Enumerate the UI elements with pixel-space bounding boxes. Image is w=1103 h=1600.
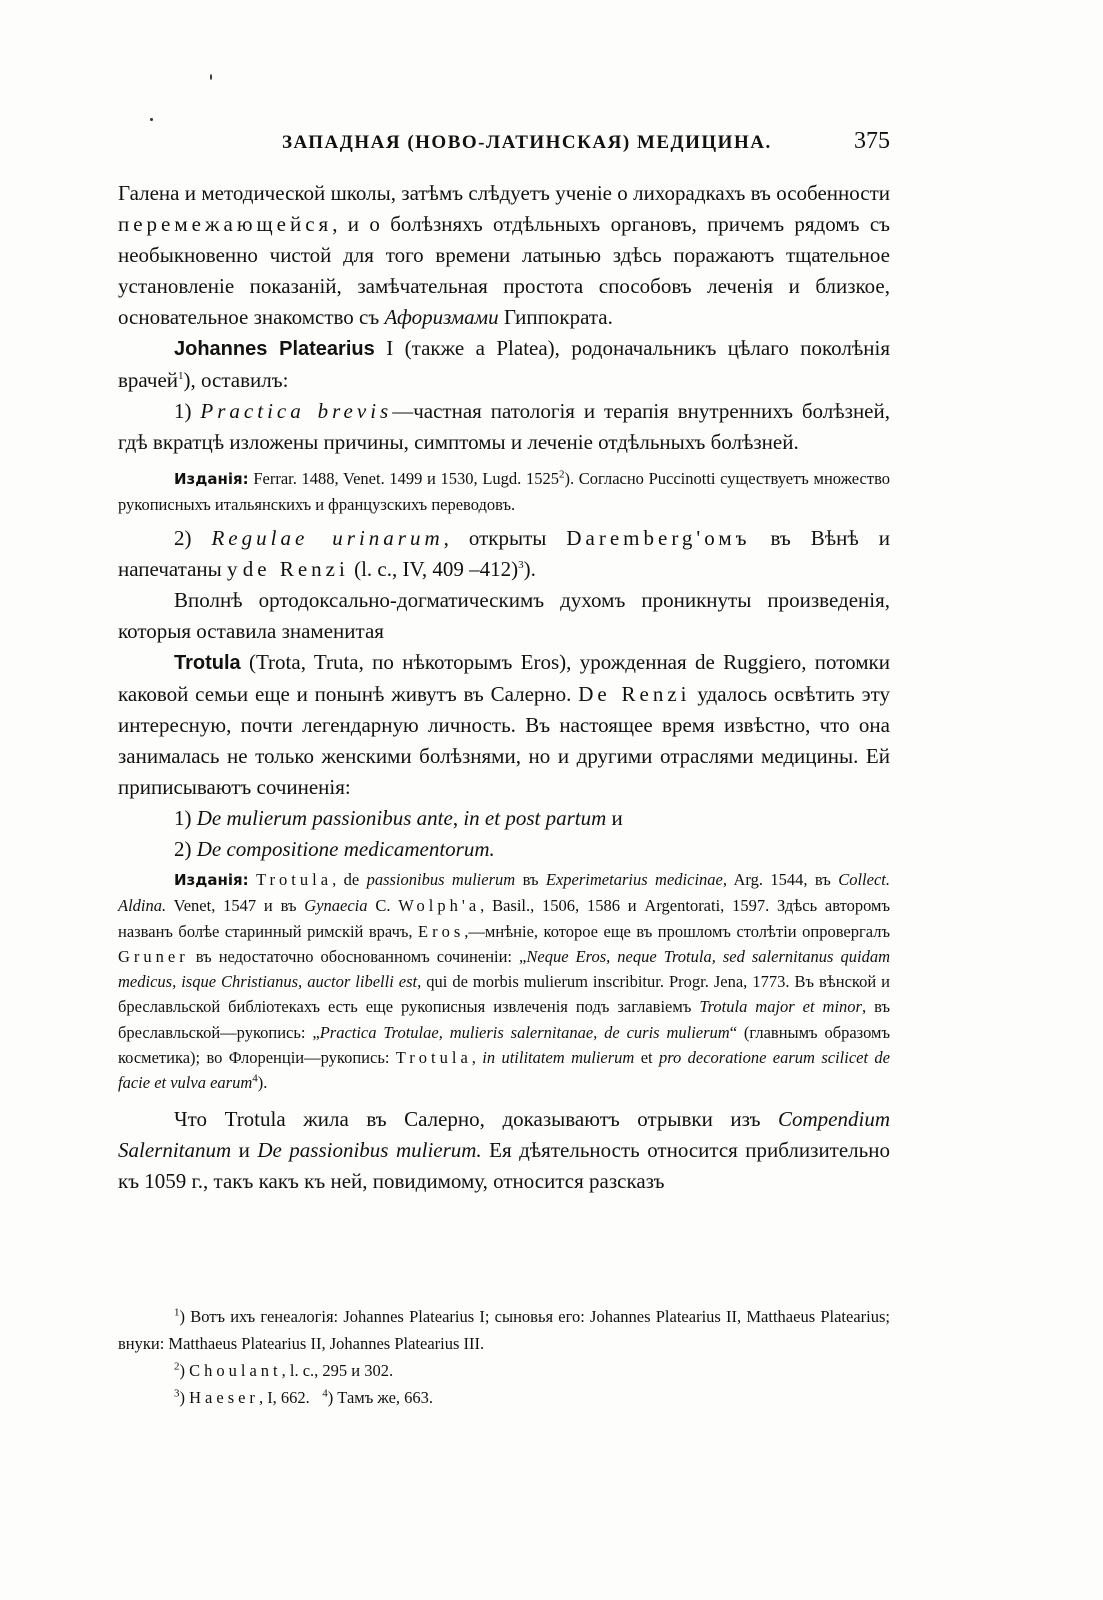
text-run: ). — [257, 1073, 268, 1093]
footnote-text: ) — [179, 1361, 190, 1380]
editions-label: Изданія: — [174, 470, 249, 488]
footnote-text: , l. c., 295 и 302. — [281, 1361, 394, 1380]
paragraph-platearius — [118, 333, 890, 396]
text-run: удалось освѣтить эту интересную, почти легендарную личность. Въ настоящее время извѣстно, что она занималась не только женскими болѣзнями, но и другими отраслями медицины. Ей приписываютъ сочиненія: — [118, 682, 890, 799]
text-run: , открыты — [443, 526, 567, 550]
author-name: Daremberg'омъ — [566, 526, 751, 550]
text-run: Ея дѣятельность относится приблизительно къ 1059 г., такъ какъ къ ней, повидимому, относится разсказъ — [118, 1137, 890, 1193]
list-item — [118, 523, 890, 585]
text-run: Venet, 1547 и въ — [166, 896, 305, 916]
text-run — [249, 870, 256, 889]
work-title: Practica brevis — [200, 399, 393, 423]
text-run: , — [452, 806, 464, 830]
text-run: ). Согласно Puccinotti существуетъ множество рукописныхъ итальянскихъ и французскихъ переводовъ. — [118, 469, 890, 514]
text-run: , и о болѣзняхъ отдѣльныхъ органовъ, причемъ рядомъ съ необыкновенно чистой для того времени латынью здѣсь поражаютъ тщательное установленіе показаній, замѣчательная простота способовъ леченія и близкое, основательное знакомство съ — [118, 212, 890, 329]
text-run: , въ бреславльской—рукопись: „ — [118, 997, 890, 1042]
footnote-text: ) — [179, 1388, 190, 1407]
item-number: 1) — [174, 399, 201, 423]
text-run: Галена и методической школы, затѣмъ слѣдуетъ ученіе о лихорадкахъ въ особенности — [118, 181, 890, 205]
print-speck — [210, 74, 212, 80]
footnotes — [118, 1303, 890, 1411]
author-name: Eros — [418, 921, 465, 941]
text-run: ). — [523, 557, 536, 581]
text-run: ), оставилъ: — [183, 368, 289, 392]
text-run: (Trota, Truta, по нѣкоторымъ Eros), урожденная de Ruggiero, потомки каковой семьи еще и понынѣ живутъ въ Салерно. — [118, 650, 890, 706]
text-run: Что Trotula жила въ Салерно, доказываютъ отрывки изъ — [174, 1106, 778, 1131]
italic-title: Experimetarius medicinae — [545, 870, 723, 889]
footnote-text: ) Тамъ же, 663. — [327, 1388, 434, 1407]
text-run: et — [634, 1048, 659, 1068]
paragraph — [118, 1104, 890, 1197]
footnote — [118, 1384, 890, 1411]
footnote-ref: 2 — [558, 468, 565, 481]
italic-title: pro decoratione earum scilicet de facie et vulva earum — [118, 1048, 890, 1093]
page-number: 375 — [854, 128, 890, 154]
work-title: De compositione medicamentorum. — [196, 837, 495, 861]
text-run: , — [471, 1048, 483, 1068]
work-title: De mulierum passionibus ante — [196, 806, 453, 830]
text-run: въ Вѣнѣ и напечатаны у — [118, 526, 890, 581]
footnote-ref: 3 — [518, 559, 524, 571]
footnote-text: , I, 662. — [258, 1388, 310, 1407]
italic-title: Collect. Aldina. — [118, 870, 890, 916]
italic-title: Practica Trotulae, mulieris salernitanae, de curis mulierum — [319, 1022, 730, 1042]
paragraph — [118, 178, 890, 333]
page-header — [120, 128, 890, 162]
text-run: Гиппократа. — [498, 305, 613, 329]
author-name: Trotula — [256, 870, 333, 889]
author-name: De Renzi — [578, 682, 691, 706]
person-name: Johannes Platearius — [174, 338, 375, 360]
text-run: Ferrar. 1488, Venet. 1499 и 1530, Lugd. 1525 — [248, 469, 559, 488]
editions-note — [118, 867, 890, 1096]
author-name: Gruner — [118, 946, 189, 966]
italic-title: De passionibus mulierum. — [257, 1137, 482, 1162]
list-item — [118, 803, 890, 834]
paragraph: Вполнѣ ортодоксально-догматическимъ духомъ проникнуты произведенія, которыя оставила знаменитая — [118, 588, 890, 643]
text-run: (l. c., IV, 409 –412) — [348, 557, 519, 581]
author-name: Trotula — [395, 1048, 472, 1068]
work-title: in — [463, 806, 480, 830]
text-run: , de — [332, 870, 367, 889]
text-run: —частная патологія и терапія внутреннихъ болѣзней, гдѣ вкратцѣ изложены причины, симптомы и леченіе отдѣльныхъ болѣзней. — [118, 399, 890, 454]
text-run: C. — [367, 896, 399, 916]
footnote-mark: 4 — [322, 1387, 328, 1400]
footnote-ref: 1 — [178, 370, 184, 382]
work-title: Regulae urinarum — [211, 526, 444, 550]
paragraph-trotula — [118, 647, 890, 803]
footnote-mark: 1 — [174, 1306, 180, 1319]
editions-label: Изданія: — [174, 871, 249, 889]
italic-title: passionibus mulierum — [366, 870, 516, 889]
author-name: Wolph'a — [398, 896, 481, 916]
work-title: et post partum — [484, 806, 607, 830]
author-name: de Renzi — [242, 557, 349, 581]
item-number: 2) — [174, 526, 212, 550]
footnote-text: ) Вотъ ихъ генеалогія: Johannes Platearius I; сыновья его: Johannes Platearius II, Matthaeus Platearius; внуки: Matthaeus Platearius II, Johannes Platearius III. — [118, 1307, 890, 1353]
text-run: и — [606, 806, 623, 830]
text-run: въ недостаточно обоснованномъ сочиненіи: „ — [188, 946, 527, 966]
italic-title: Trotula major et minor — [699, 997, 862, 1017]
text-run: и — [231, 1137, 258, 1162]
text-run: I (также а Platea), родоначальникъ цѣлаго поколѣнія врачей — [118, 336, 890, 392]
footnote-mark: 2 — [174, 1360, 180, 1373]
text-run: , Basil., 1506, 1586 и Argentorati, 1597. Здѣсь авторомъ названъ болѣе старинный римскій врачъ, — [118, 896, 890, 941]
footnote-mark: 3 — [174, 1387, 180, 1400]
editions-note — [118, 466, 890, 517]
list-item — [118, 834, 890, 865]
italic-title: Gynaecia — [304, 896, 368, 916]
item-number: 1) — [174, 806, 197, 830]
running-title: ЗАПАДНАЯ (НОВО-ЛАТИНСКАЯ) МЕДИЦИНА. — [282, 132, 772, 153]
italic-title: in utilitatem mulierum — [482, 1048, 635, 1068]
person-name: Trotula — [174, 652, 241, 674]
list-item — [118, 396, 890, 458]
body-text — [118, 178, 890, 1197]
text-run: ,—мнѣніе, которое еще въ прошломъ столѣтіи опровергалъ — [464, 921, 890, 941]
italic-quote: Neque Eros, neque Trotula, sed salernitanus quidam medicus, isque Christianus, auctor libelli est, — [118, 946, 890, 992]
text-run: qui de morbis mulierum inscribitur. Progr. Jena, 1773. Въ вѣнской и бреславльской библіотекахъ есть еще рукописныя извлеченія подъ заглавіемъ — [118, 972, 890, 1017]
text-run: въ — [515, 870, 546, 889]
italic-title: Compendium Salernitanum — [118, 1106, 890, 1162]
author-name: Choulant — [189, 1361, 282, 1380]
print-speck — [150, 118, 153, 121]
footnote — [118, 1303, 890, 1357]
text-run: , Arg. 1544, въ — [722, 870, 839, 889]
item-number: 2) — [174, 837, 197, 861]
author-name: Haeser — [189, 1388, 259, 1407]
text-run: “ (главнымъ образомъ косметика); во Флоренціи—рукопись: — [118, 1022, 890, 1068]
footnote-ref: 4 — [252, 1072, 258, 1085]
emphasized-text: перемежающейся — [118, 212, 333, 236]
footnote — [118, 1357, 890, 1384]
italic-title: Афоризмами — [384, 305, 499, 329]
